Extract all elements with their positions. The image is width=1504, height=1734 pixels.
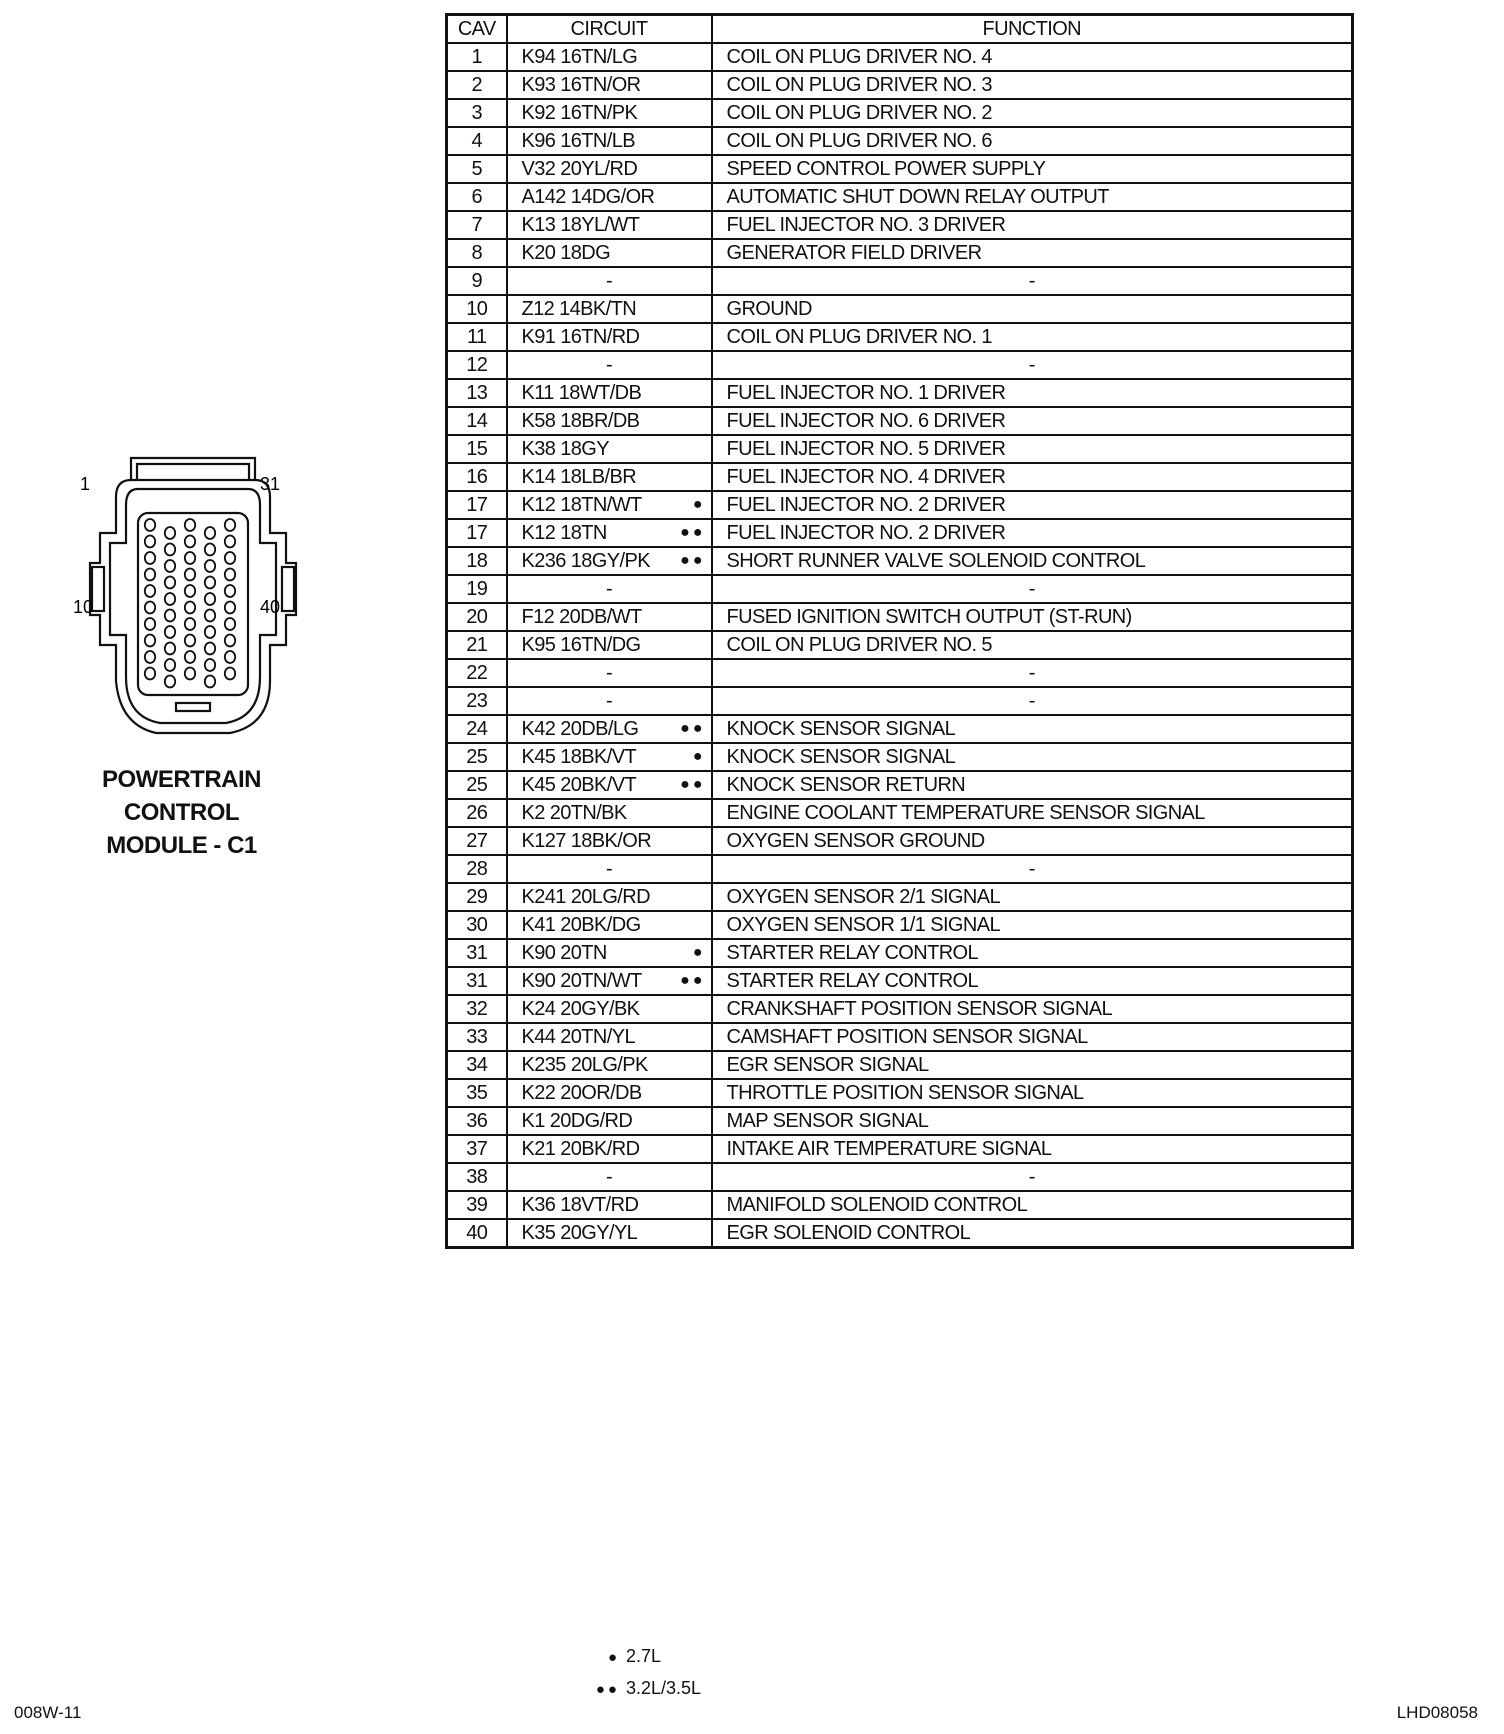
- pin-cavity: [225, 569, 235, 581]
- circuit-cell: [507, 827, 712, 855]
- pin-cavity: [185, 536, 195, 548]
- circuit-cell: [507, 1163, 712, 1191]
- table-row: [447, 799, 1353, 827]
- function-cell: COIL ON PLUG DRIVER NO. 6: [712, 127, 1353, 155]
- function-cell: GENERATOR FIELD DRIVER: [712, 239, 1353, 267]
- table-row: [447, 939, 1353, 967]
- table-row: [447, 967, 1353, 995]
- circuit-cell: [507, 799, 712, 827]
- table-row: [447, 491, 1353, 519]
- header-circuit: CIRCUIT: [507, 15, 712, 44]
- circuit-text: K127 18BK/OR: [521, 830, 652, 852]
- table-row: [447, 1051, 1353, 1079]
- circuit-cell: [507, 239, 712, 267]
- circuit-cell: [507, 127, 712, 155]
- cav-cell: 38: [447, 1163, 507, 1191]
- cav-cell: 36: [447, 1107, 507, 1135]
- circuit-text: -: [605, 354, 613, 376]
- function-cell: CAMSHAFT POSITION SENSOR SIGNAL: [712, 1023, 1353, 1051]
- circuit-text: K24 20GY/BK: [521, 998, 640, 1020]
- cav-cell: 13: [447, 379, 507, 407]
- cav-cell: 24: [447, 715, 507, 743]
- table-row: [447, 71, 1353, 99]
- table-row: [447, 1163, 1353, 1191]
- table-row: [447, 435, 1353, 463]
- circuit-cell: [507, 1191, 712, 1219]
- engine-marker: ●●: [680, 776, 706, 793]
- pin-cavity: [185, 569, 195, 581]
- circuit-text: -: [605, 662, 613, 684]
- legend-marker-single: ●: [607, 1649, 620, 1666]
- pin-label-40: 40: [260, 597, 281, 617]
- connector-title-line: CONTROL: [123, 799, 240, 826]
- table-header-row: [447, 15, 1353, 44]
- pin-cavity: [145, 536, 155, 548]
- function-cell: GROUND: [712, 295, 1353, 323]
- pin-cavity: [225, 602, 235, 614]
- pin-cavity: [165, 659, 175, 671]
- cav-cell: 31: [447, 939, 507, 967]
- cav-cell: 7: [447, 211, 507, 239]
- table-row: [447, 743, 1353, 771]
- table-row: [447, 43, 1353, 71]
- table-row: [447, 827, 1353, 855]
- pin-cavity: [205, 560, 215, 572]
- pin-cavity: [185, 552, 195, 564]
- circuit-cell: [507, 351, 712, 379]
- table-row: [447, 127, 1353, 155]
- pin-cavity: [225, 618, 235, 630]
- function-cell: STARTER RELAY CONTROL: [712, 939, 1353, 967]
- cav-cell: 17: [447, 491, 507, 519]
- circuit-cell: [507, 435, 712, 463]
- circuit-cell: [507, 1135, 712, 1163]
- table-row: [447, 295, 1353, 323]
- engine-marker: ●●: [680, 552, 706, 569]
- circuit-text: -: [605, 1166, 613, 1188]
- circuit-cell: [507, 855, 712, 883]
- pin-cavity: [185, 585, 195, 597]
- engine-marker: ●●: [680, 720, 706, 737]
- circuit-text: V32 20YL/RD: [521, 158, 638, 180]
- cav-cell: 39: [447, 1191, 507, 1219]
- cav-cell: 32: [447, 995, 507, 1023]
- table-row: [447, 463, 1353, 491]
- cav-cell: 33: [447, 1023, 507, 1051]
- legend-marker-double: ●●: [595, 1681, 620, 1698]
- function-cell: -: [712, 351, 1353, 379]
- pin-label-1: 1: [80, 474, 91, 494]
- function-cell: -: [712, 267, 1353, 295]
- cav-cell: 40: [447, 1219, 507, 1248]
- cav-cell: 23: [447, 687, 507, 715]
- pin-cavity: [145, 519, 155, 531]
- circuit-text: K91 16TN/RD: [521, 326, 640, 348]
- circuit-text: K235 20LG/PK: [521, 1054, 648, 1076]
- pin-cavity: [205, 676, 215, 688]
- function-cell: -: [712, 855, 1353, 883]
- function-cell: FUEL INJECTOR NO. 2 DRIVER: [712, 519, 1353, 547]
- pin-cavity: [145, 552, 155, 564]
- function-cell: FUEL INJECTOR NO. 4 DRIVER: [712, 463, 1353, 491]
- function-cell: KNOCK SENSOR RETURN: [712, 771, 1353, 799]
- pin-cavity: [145, 635, 155, 647]
- circuit-cell: [507, 1079, 712, 1107]
- circuit-text: K236 18GY/PK: [521, 550, 650, 572]
- table-row: [447, 267, 1353, 295]
- function-cell: FUEL INJECTOR NO. 5 DRIVER: [712, 435, 1353, 463]
- pin-label-10: 10: [73, 597, 94, 617]
- circuit-text: K241 20LG/RD: [521, 886, 650, 908]
- pin-cavity: [205, 643, 215, 655]
- pin-cavity: [165, 676, 175, 688]
- table-row: [447, 911, 1353, 939]
- cav-cell: 17: [447, 519, 507, 547]
- cav-cell: 9: [447, 267, 507, 295]
- cav-cell: 20: [447, 603, 507, 631]
- table-row: [447, 995, 1353, 1023]
- pin-cavity: [145, 585, 155, 597]
- circuit-cell: [507, 71, 712, 99]
- circuit-cell: [507, 1023, 712, 1051]
- pin-cavity: [205, 527, 215, 539]
- cav-cell: 28: [447, 855, 507, 883]
- table-row: [447, 715, 1353, 743]
- circuit-text: K93 16TN/OR: [521, 74, 641, 96]
- circuit-cell: [507, 323, 712, 351]
- circuit-cell: [507, 267, 712, 295]
- pin-cavity: [185, 635, 195, 647]
- circuit-text: K95 16TN/DG: [521, 634, 641, 656]
- circuit-cell: [507, 1107, 712, 1135]
- circuit-text: K42 20DB/LG: [521, 718, 639, 740]
- circuit-cell: [507, 603, 712, 631]
- table-row: [447, 631, 1353, 659]
- circuit-text: K11 18WT/DB: [521, 382, 642, 404]
- pin-cavity: [185, 602, 195, 614]
- pin-cavity: [145, 618, 155, 630]
- table-row: [447, 239, 1353, 267]
- function-cell: FUSED IGNITION SWITCH OUTPUT (ST-RUN): [712, 603, 1353, 631]
- function-cell: FUEL INJECTOR NO. 2 DRIVER: [712, 491, 1353, 519]
- function-cell: KNOCK SENSOR SIGNAL: [712, 743, 1353, 771]
- circuit-text: -: [605, 690, 613, 712]
- circuit-text: K2 20TN/BK: [521, 802, 627, 824]
- circuit-text: K14 18LB/BR: [521, 466, 637, 488]
- pin-cavity: [165, 544, 175, 556]
- circuit-text: K35 20GY/YL: [521, 1222, 638, 1244]
- circuit-cell: [507, 967, 712, 995]
- table-row: [447, 771, 1353, 799]
- function-cell: COIL ON PLUG DRIVER NO. 2: [712, 99, 1353, 127]
- circuit-cell: [507, 379, 712, 407]
- page-code: 008W-11: [14, 1703, 82, 1722]
- pin-cavity: [145, 569, 155, 581]
- circuit-cell: [507, 547, 712, 575]
- circuit-text: K13 18YL/WT: [521, 214, 640, 236]
- cav-cell: 2: [447, 71, 507, 99]
- cav-cell: 30: [447, 911, 507, 939]
- circuit-cell: [507, 939, 712, 967]
- pin-cavity: [165, 593, 175, 605]
- cav-cell: 16: [447, 463, 507, 491]
- cav-cell: 1: [447, 43, 507, 71]
- pin-cavity: [165, 626, 175, 638]
- pin-cavity: [165, 560, 175, 572]
- engine-marker: ●: [692, 748, 706, 765]
- legend-item: [580, 1641, 701, 1673]
- table-row: [447, 547, 1353, 575]
- function-cell: FUEL INJECTOR NO. 1 DRIVER: [712, 379, 1353, 407]
- table-row: [447, 211, 1353, 239]
- function-cell: FUEL INJECTOR NO. 6 DRIVER: [712, 407, 1353, 435]
- pin-cavity: [205, 544, 215, 556]
- connector-title: [80, 763, 283, 862]
- circuit-text: F12 20DB/WT: [521, 606, 642, 628]
- circuit-text: K1 20DG/RD: [521, 1110, 633, 1132]
- cav-cell: 18: [447, 547, 507, 575]
- table-row: [447, 1107, 1353, 1135]
- cav-cell: 14: [447, 407, 507, 435]
- function-cell: MAP SENSOR SIGNAL: [712, 1107, 1353, 1135]
- circuit-text: K96 16TN/LB: [521, 130, 635, 152]
- circuit-cell: [507, 771, 712, 799]
- figure-id: LHD08058: [1396, 1703, 1478, 1722]
- function-cell: COIL ON PLUG DRIVER NO. 1: [712, 323, 1353, 351]
- circuit-cell: [507, 491, 712, 519]
- function-cell: COIL ON PLUG DRIVER NO. 3: [712, 71, 1353, 99]
- cav-cell: 15: [447, 435, 507, 463]
- function-cell: OXYGEN SENSOR GROUND: [712, 827, 1353, 855]
- circuit-cell: [507, 463, 712, 491]
- function-cell: OXYGEN SENSOR 2/1 SIGNAL: [712, 883, 1353, 911]
- pin-cavity: [165, 610, 175, 622]
- circuit-cell: [507, 519, 712, 547]
- function-cell: INTAKE AIR TEMPERATURE SIGNAL: [712, 1135, 1353, 1163]
- cav-cell: 4: [447, 127, 507, 155]
- function-cell: -: [712, 687, 1353, 715]
- table-row: [447, 1191, 1353, 1219]
- circuit-cell: [507, 575, 712, 603]
- engine-marker: ●●: [680, 524, 706, 541]
- function-cell: AUTOMATIC SHUT DOWN RELAY OUTPUT: [712, 183, 1353, 211]
- circuit-text: K92 16TN/PK: [521, 102, 638, 124]
- circuit-text: A142 14DG/OR: [521, 186, 655, 208]
- circuit-text: K12 18TN/WT: [521, 494, 642, 516]
- pin-cavity: [165, 577, 175, 589]
- function-cell: -: [712, 575, 1353, 603]
- circuit-text: K58 18BR/DB: [521, 410, 640, 432]
- circuit-text: K45 18BK/VT: [521, 746, 637, 768]
- circuit-cell: [507, 211, 712, 239]
- cav-cell: 12: [447, 351, 507, 379]
- circuit-text: K90 20TN: [521, 942, 607, 964]
- circuit-cell: [507, 1051, 712, 1079]
- engine-marker: ●: [692, 496, 706, 513]
- circuit-text: K41 20BK/DG: [521, 914, 641, 936]
- cav-cell: 34: [447, 1051, 507, 1079]
- legend: [580, 1641, 701, 1705]
- circuit-text: K36 18VT/RD: [521, 1194, 639, 1216]
- pin-cavity: [165, 643, 175, 655]
- cav-cell: 8: [447, 239, 507, 267]
- cav-cell: 27: [447, 827, 507, 855]
- function-cell: EGR SENSOR SIGNAL: [712, 1051, 1353, 1079]
- function-cell: COIL ON PLUG DRIVER NO. 5: [712, 631, 1353, 659]
- cav-cell: 31: [447, 967, 507, 995]
- cav-cell: 37: [447, 1135, 507, 1163]
- function-cell: SHORT RUNNER VALVE SOLENOID CONTROL: [712, 547, 1353, 575]
- cav-cell: 22: [447, 659, 507, 687]
- circuit-cell: [507, 883, 712, 911]
- engine-marker: ●: [692, 944, 706, 961]
- pin-cavity: [225, 519, 235, 531]
- table-row: [447, 687, 1353, 715]
- circuit-cell: [507, 743, 712, 771]
- cav-cell: 21: [447, 631, 507, 659]
- circuit-text: K90 20TN/WT: [521, 970, 642, 992]
- circuit-cell: [507, 995, 712, 1023]
- circuit-text: K20 18DG: [521, 242, 611, 264]
- pin-cavity: [225, 585, 235, 597]
- table-row: [447, 519, 1353, 547]
- circuit-text: Z12 14BK/TN: [521, 298, 637, 320]
- function-cell: OXYGEN SENSOR 1/1 SIGNAL: [712, 911, 1353, 939]
- circuit-cell: [507, 43, 712, 71]
- function-cell: STARTER RELAY CONTROL: [712, 967, 1353, 995]
- circuit-text: K38 18GY: [521, 438, 609, 460]
- table-row: [447, 883, 1353, 911]
- pin-cavity: [145, 602, 155, 614]
- circuit-text: -: [605, 858, 613, 880]
- circuit-cell: [507, 99, 712, 127]
- table-row: [447, 603, 1353, 631]
- function-cell: COIL ON PLUG DRIVER NO. 4: [712, 43, 1353, 71]
- legend-item: [580, 1673, 701, 1705]
- table-row: [447, 323, 1353, 351]
- connector-diagram: [73, 455, 320, 745]
- cav-cell: 3: [447, 99, 507, 127]
- pin-cavity: [205, 610, 215, 622]
- legend-label: 3.2L/3.5L: [626, 1678, 702, 1698]
- circuit-text: K12 18TN: [521, 522, 607, 544]
- circuit-text: K45 20BK/VT: [521, 774, 637, 796]
- function-cell: ENGINE COOLANT TEMPERATURE SENSOR SIGNAL: [712, 799, 1353, 827]
- cav-cell: 25: [447, 771, 507, 799]
- pin-cavity: [185, 668, 195, 680]
- header-function: FUNCTION: [712, 15, 1353, 44]
- circuit-cell: [507, 155, 712, 183]
- circuit-text: -: [605, 270, 613, 292]
- pin-cavity: [185, 618, 195, 630]
- cav-cell: 6: [447, 183, 507, 211]
- pin-cavity: [225, 536, 235, 548]
- table-row: [447, 183, 1353, 211]
- function-cell: EGR SOLENOID CONTROL: [712, 1219, 1353, 1248]
- cav-cell: 19: [447, 575, 507, 603]
- pin-cavity: [225, 668, 235, 680]
- table-row: [447, 1023, 1353, 1051]
- pin-cavity: [225, 552, 235, 564]
- table-row: [447, 659, 1353, 687]
- circuit-text: K21 20BK/RD: [521, 1138, 640, 1160]
- table-row: [447, 99, 1353, 127]
- pinout-table: [445, 13, 1354, 1249]
- table-row: [447, 379, 1353, 407]
- connector-title-line: POWERTRAIN: [102, 766, 261, 793]
- table-row: [447, 155, 1353, 183]
- table-row: [447, 407, 1353, 435]
- pin-cavity: [205, 626, 215, 638]
- pin-cavity: [205, 577, 215, 589]
- cav-cell: 11: [447, 323, 507, 351]
- pin-cavity: [185, 519, 195, 531]
- cav-cell: 35: [447, 1079, 507, 1107]
- table-row: [447, 575, 1353, 603]
- pin-cavity: [205, 659, 215, 671]
- circuit-text: -: [605, 578, 613, 600]
- pin-cavity: [225, 651, 235, 663]
- table-row: [447, 1079, 1353, 1107]
- table-row: [447, 1135, 1353, 1163]
- circuit-cell: [507, 715, 712, 743]
- function-cell: -: [712, 1163, 1353, 1191]
- function-cell: CRANKSHAFT POSITION SENSOR SIGNAL: [712, 995, 1353, 1023]
- function-cell: THROTTLE POSITION SENSOR SIGNAL: [712, 1079, 1353, 1107]
- pin-label-31: 31: [260, 474, 281, 494]
- circuit-cell: [507, 1219, 712, 1248]
- pin-cavity: [185, 651, 195, 663]
- cav-cell: 25: [447, 743, 507, 771]
- pin-cavity: [165, 527, 175, 539]
- cav-cell: 5: [447, 155, 507, 183]
- legend-label: 2.7L: [626, 1646, 662, 1666]
- circuit-cell: [507, 407, 712, 435]
- cav-cell: 10: [447, 295, 507, 323]
- circuit-text: K44 20TN/YL: [521, 1026, 635, 1048]
- cav-cell: 29: [447, 883, 507, 911]
- engine-marker: ●●: [680, 972, 706, 989]
- function-cell: -: [712, 659, 1353, 687]
- circuit-cell: [507, 295, 712, 323]
- table-row: [447, 855, 1353, 883]
- circuit-cell: [507, 659, 712, 687]
- pin-cavity: [145, 651, 155, 663]
- pin-cavity: [225, 635, 235, 647]
- circuit-cell: [507, 631, 712, 659]
- circuit-text: K22 20OR/DB: [521, 1082, 642, 1104]
- table-row: [447, 351, 1353, 379]
- pin-cavity: [205, 593, 215, 605]
- function-cell: KNOCK SENSOR SIGNAL: [712, 715, 1353, 743]
- cav-cell: 26: [447, 799, 507, 827]
- function-cell: FUEL INJECTOR NO. 3 DRIVER: [712, 211, 1353, 239]
- circuit-cell: [507, 687, 712, 715]
- header-cav: CAV: [447, 15, 507, 44]
- function-cell: SPEED CONTROL POWER SUPPLY: [712, 155, 1353, 183]
- circuit-cell: [507, 183, 712, 211]
- pin-cavity: [145, 668, 155, 680]
- table-row: [447, 1219, 1353, 1248]
- connector-title-line: MODULE - C1: [106, 832, 257, 859]
- circuit-cell: [507, 911, 712, 939]
- circuit-text: K94 16TN/LG: [521, 46, 638, 68]
- function-cell: MANIFOLD SOLENOID CONTROL: [712, 1191, 1353, 1219]
